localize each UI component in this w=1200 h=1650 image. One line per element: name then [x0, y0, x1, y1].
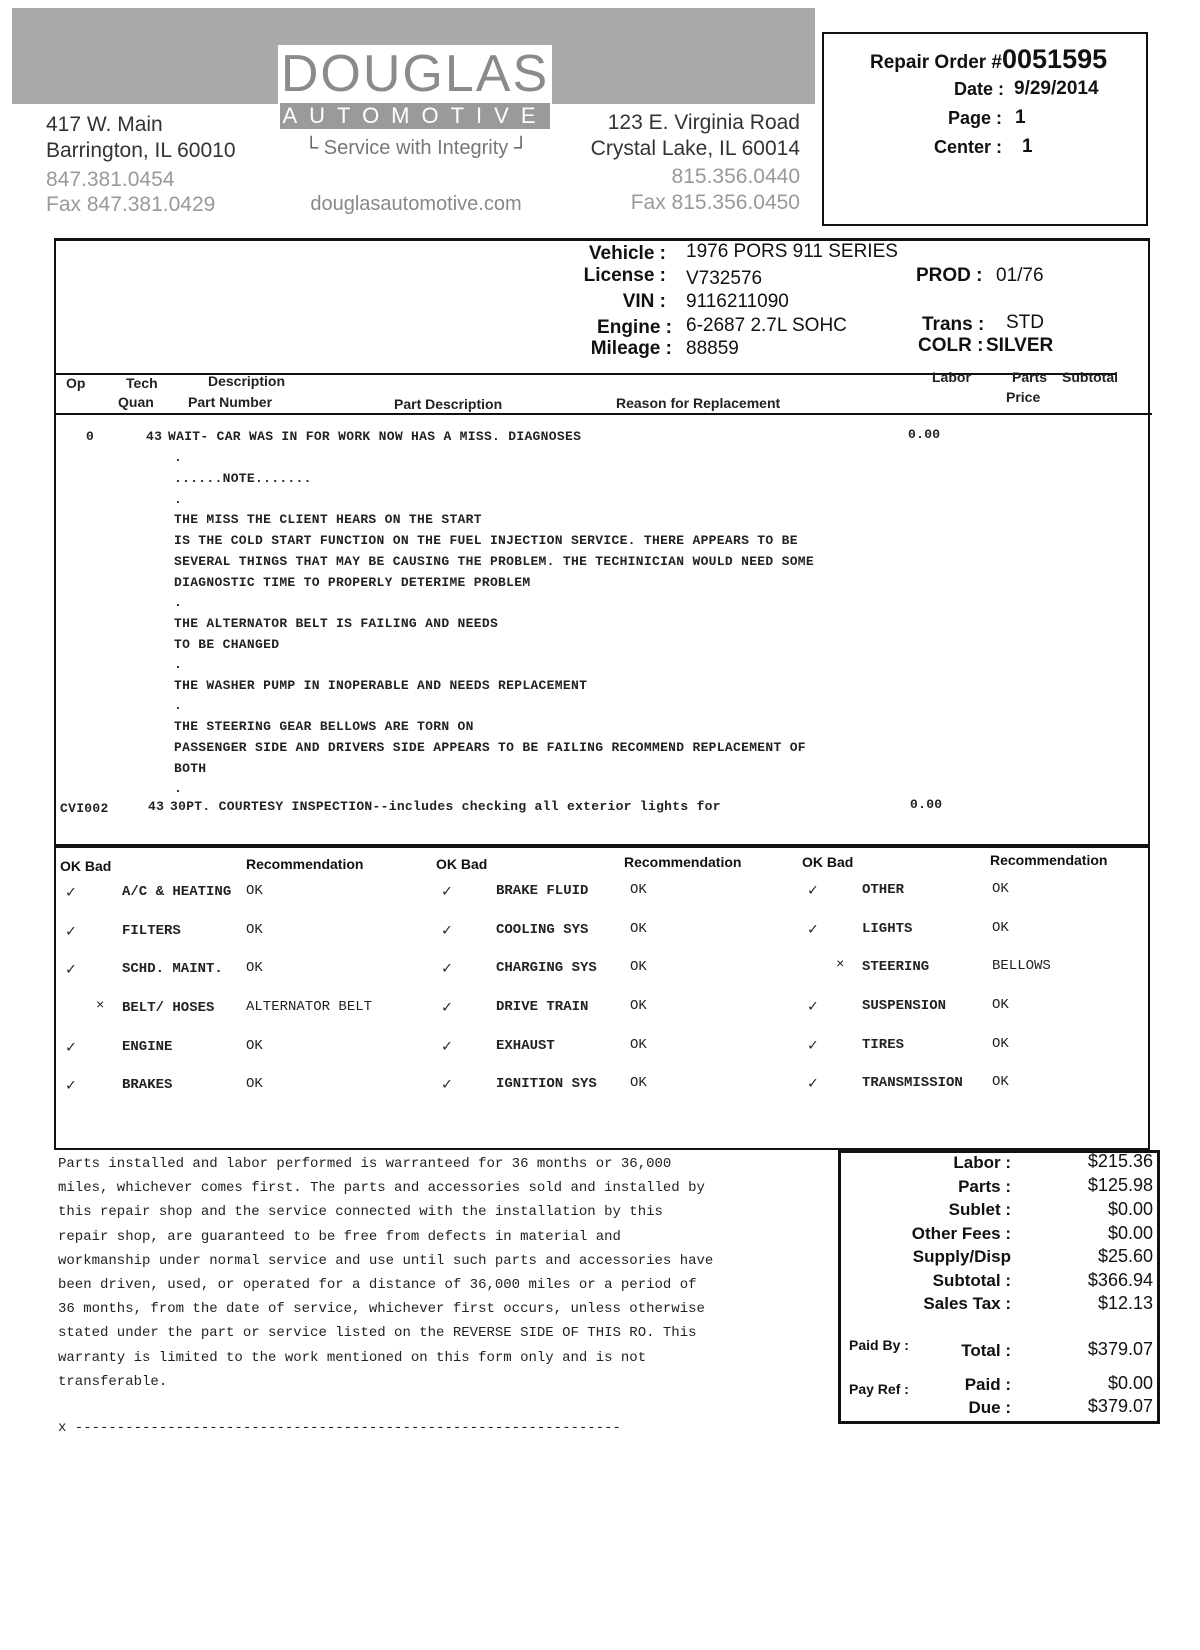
col-price: Price [1006, 389, 1041, 405]
other-fees-value: $0.00 [1107, 1223, 1153, 1243]
prod-label: PROD : [916, 265, 983, 286]
inspection-recommendation: OK [992, 920, 1009, 936]
repair-order-label: Repair Order # [870, 52, 1002, 73]
paid-by-label: Paid By : [849, 1337, 909, 1353]
recommendation-header: Recommendation [624, 854, 742, 870]
check-icon: ✓ [442, 960, 452, 978]
col-tech: Tech [126, 375, 158, 391]
inspection-recommendation: OK [992, 1074, 1009, 1090]
subtotal-value: $366.94 [1087, 1270, 1153, 1290]
note-line: DIAGNOSTIC TIME TO PROPERLY DETERIME PROBLEM [174, 575, 531, 590]
subtotal-label: Subtotal : [932, 1271, 1011, 1290]
inspection-item: OTHER [862, 882, 905, 898]
check-icon: ✓ [66, 961, 76, 979]
center-value: 1 [1022, 136, 1033, 157]
vehicle-value: 1976 PORS 911 SERIES [686, 241, 898, 262]
check-icon: ✓ [442, 999, 452, 1017]
inspection-recommendation: OK [630, 882, 647, 898]
due-value: $379.07 [1087, 1396, 1153, 1416]
inspection-item: A/C & HEATING [122, 884, 232, 900]
inspection-recommendation: OK [246, 922, 263, 938]
inspection-item: BRAKE FLUID [496, 883, 589, 899]
check-icon: ✓ [442, 922, 452, 940]
col-op: Op [66, 375, 86, 391]
line-item-tech: 43 [146, 429, 163, 444]
mileage-value: 88859 [686, 338, 739, 359]
note-line: TO BE CHANGED [174, 637, 280, 652]
total-label: Total : [961, 1341, 1011, 1360]
license-value: V732576 [686, 268, 763, 289]
paid-value: $0.00 [1107, 1373, 1153, 1393]
parts-total-label: Parts : [958, 1177, 1011, 1196]
diagnostic-notes [174, 447, 1094, 799]
company-logo-subname: AUTOMOTIVE [280, 103, 550, 129]
total-value: $379.07 [1087, 1339, 1153, 1359]
col-reason: Reason for Replacement [616, 395, 781, 411]
check-icon: ✓ [808, 1037, 818, 1055]
location2-fax: Fax 815.356.0450 [630, 191, 800, 214]
inspection-item: SCHD. MAINT. [122, 961, 223, 977]
trans-label: Trans : [922, 314, 985, 335]
inspection-recommendation: OK [246, 1076, 263, 1092]
colr-label: COLR : [918, 335, 984, 356]
inspection-item: SUSPENSION [862, 998, 947, 1014]
col-parts: Parts [1012, 369, 1048, 385]
sublet-label: Sublet : [948, 1200, 1011, 1219]
note-line: THE STEERING GEAR BELLOWS ARE TORN ON [174, 719, 474, 734]
warranty-line: 36 months, from the date of service, whichever first occurs, unless otherwise [58, 1301, 705, 1318]
recommendation-header: Recommendation [246, 856, 364, 872]
date-value: 9/29/2014 [1014, 78, 1099, 99]
sublet-value: $0.00 [1107, 1199, 1153, 1219]
note-line: BOTH [174, 761, 207, 776]
inspection-item: BRAKES [122, 1077, 173, 1093]
check-icon: ✓ [808, 921, 818, 939]
inspection-item: STEERING [862, 959, 930, 975]
note-line: . [174, 492, 183, 507]
due-label: Due : [968, 1398, 1011, 1417]
engine-label: Engine : [597, 317, 672, 338]
ok-bad-header: OK Bad [60, 858, 112, 874]
note-line: . [174, 657, 183, 672]
inspection-item: LIGHTS [862, 921, 913, 937]
line-item-text: WAIT- CAR WAS IN FOR WORK NOW HAS A MISS. DIAGNOSES [168, 429, 582, 444]
column-separator [56, 413, 1152, 415]
warranty-line: warranty is limited to the work mentioned on this form only and is not [58, 1349, 647, 1366]
check-icon: ✓ [66, 884, 76, 902]
inspection-item: TRANSMISSION [862, 1075, 963, 1091]
inspection-item: IGNITION SYS [496, 1076, 597, 1092]
sales-tax-value: $12.13 [1097, 1293, 1153, 1313]
col-subtotal: Subtotal [1062, 369, 1118, 385]
warranty-line: been driven, used, or operated for a distance of 36,000 miles or a period of [58, 1277, 697, 1294]
labor-total-label: Labor : [953, 1153, 1011, 1172]
ok-bad-header: OK Bad [802, 854, 854, 870]
mileage-label: Mileage : [590, 338, 672, 359]
check-icon: ✓ [66, 1039, 76, 1057]
company-website: douglasautomotive.com [310, 193, 522, 215]
warranty-line: Parts installed and labor performed is warranteed for 36 months or 36,000 [58, 1156, 672, 1172]
check-icon: ✓ [808, 882, 818, 900]
tagline-text: Service with Integrity [323, 137, 509, 159]
repair-order-number-line [870, 44, 1107, 75]
inspection-item: EXHAUST [496, 1038, 555, 1054]
note-line: THE WASHER PUMP IN INOPERABLE AND NEEDS REPLACEMENT [174, 678, 588, 693]
location2-street: 123 E. Virginia Road [607, 111, 800, 134]
supply-disp-label: Supply/Disp [912, 1247, 1011, 1266]
location1-city: Barrington, IL 60010 [46, 139, 236, 162]
note-line: . [174, 698, 183, 713]
line-item-op: CVI002 [60, 801, 109, 816]
cross-icon: × [836, 957, 845, 973]
center-label: Center : [933, 137, 1002, 157]
note-line: THE ALTERNATOR BELT IS FAILING AND NEEDS [174, 616, 499, 631]
vin-label: VIN : [622, 291, 666, 312]
inspection-item: CHARGING SYS [496, 960, 597, 976]
line-item-tech: 43 [148, 799, 165, 814]
warranty-line: repair shop, are guaranteed to be free from defects in material and [58, 1228, 621, 1245]
company-logo-name: DOUGLAS [280, 45, 550, 103]
warranty-line: stated under the part or service listed on the REVERSE SIDE OF THIS RO. This [58, 1325, 697, 1342]
inspection-recommendation: OK [630, 1037, 647, 1053]
check-icon: ✓ [808, 998, 818, 1016]
ok-bad-header: OK Bad [436, 856, 488, 872]
other-fees-label: Other Fees : [911, 1224, 1011, 1243]
check-icon: ✓ [442, 1076, 452, 1094]
warranty-line: this repair shop and the service connected with the installation by this [58, 1204, 663, 1221]
repair-order-number: 0051595 [1002, 44, 1108, 74]
inspection-recommendation: OK [630, 1075, 647, 1091]
location1-phone: 847.381.0454 [46, 168, 175, 191]
check-icon: ✓ [66, 1077, 76, 1095]
note-line: . [174, 595, 183, 610]
recommendation-header: Recommendation [990, 852, 1108, 868]
col-quan: Quan [118, 394, 154, 410]
line-item-op: 0 [86, 429, 95, 444]
parts-total-value: $125.98 [1087, 1175, 1153, 1195]
warranty-text [58, 1152, 818, 1394]
col-description: Description [208, 373, 286, 389]
page-label: Page : [947, 108, 1002, 128]
date-label: Date : [953, 79, 1004, 99]
colr-value: SILVER [986, 335, 1054, 356]
warranty-line: miles, whichever comes first. The parts and accessories sold and installed by [58, 1180, 705, 1197]
inspection-grid [56, 846, 1150, 1146]
inspection-recommendation: OK [630, 959, 647, 975]
repair-order-box [822, 32, 1148, 226]
trans-value: STD [1006, 312, 1044, 333]
note-line: SEVERAL THINGS THAT MAY BE CAUSING THE PROBLEM. THE TECHINICIAN WOULD NEED SOME [174, 554, 814, 569]
inspection-item: TIRES [862, 1037, 905, 1053]
inspection-recommendation: OK [630, 998, 647, 1014]
inspection-recommendation: OK [992, 881, 1009, 897]
vin-value: 9116211090 [686, 291, 789, 312]
vehicle-label: Vehicle : [588, 243, 666, 264]
note-line: PASSENGER SIDE AND DRIVERS SIDE APPEARS TO BE FAILING RECOMMEND REPLACEMENT OF [174, 740, 806, 755]
company-tagline: └ Service with Integrity ┘ [304, 137, 528, 159]
supply-disp-value: $25.60 [1097, 1246, 1153, 1266]
note-line: IS THE COLD START FUNCTION ON THE FUEL INJECTION SERVICE. THERE APPEARS TO BE [174, 533, 798, 548]
inspection-recommendation: ALTERNATOR BELT [246, 999, 373, 1015]
warranty-line: transferable. [58, 1373, 168, 1390]
cross-icon: × [96, 998, 105, 1014]
prod-value: 01/76 [996, 265, 1044, 286]
work-order-box [54, 238, 1150, 846]
inspection-item: COOLING SYS [496, 922, 589, 938]
inspection-recommendation: OK [246, 1038, 263, 1054]
note-line: . [174, 781, 183, 796]
check-icon: ✓ [808, 1075, 818, 1093]
location2-city: Crystal Lake, IL 60014 [590, 137, 800, 160]
inspection-item: FILTERS [122, 923, 181, 939]
note-line: . [174, 450, 183, 465]
sales-tax-label: Sales Tax : [923, 1294, 1011, 1313]
signature-line[interactable]: x ----------------------------------------------------------------- [58, 1420, 621, 1436]
check-icon: ✓ [442, 883, 452, 901]
location2-phone: 815.356.0440 [671, 165, 800, 188]
warranty-line: workmanship under normal service and use until such parts and accessories have [58, 1252, 714, 1269]
inspection-recommendation: OK [246, 883, 263, 899]
inspection-recommendation: OK [630, 921, 647, 937]
line-item-text: 30PT. COURTESY INSPECTION--includes checking all exterior lights for [170, 799, 721, 814]
labor-total-value: $215.36 [1087, 1151, 1153, 1171]
engine-value: 6-2687 2.7L SOHC [686, 315, 847, 336]
paid-label: Paid : [964, 1375, 1011, 1394]
pay-ref-label: Pay Ref : [849, 1381, 909, 1397]
totals-box [838, 1150, 1160, 1424]
inspection-box [54, 846, 1150, 1150]
inspection-item: DRIVE TRAIN [496, 999, 589, 1015]
note-line: ......NOTE....... [174, 471, 312, 486]
location1-street: 417 W. Main [46, 113, 163, 136]
note-line: THE MISS THE CLIENT HEARS ON THE START [174, 512, 482, 527]
inspection-recommendation: BELLOWS [992, 958, 1051, 974]
inspection-recommendation: OK [992, 997, 1009, 1013]
inspection-item: BELT/ HOSES [122, 1000, 215, 1016]
inspection-recommendation: OK [246, 960, 263, 976]
inspection-item: ENGINE [122, 1039, 173, 1055]
col-part-description: Part Description [394, 396, 503, 412]
page-value: 1 [1015, 107, 1026, 128]
col-part-number: Part Number [188, 394, 273, 410]
inspection-recommendation: OK [992, 1036, 1009, 1052]
license-label: License : [583, 265, 666, 286]
line-item-labor: 0.00 [908, 427, 941, 442]
location1-fax: Fax 847.381.0429 [46, 193, 216, 216]
check-icon: ✓ [66, 923, 76, 941]
line-item-labor: 0.00 [910, 797, 943, 812]
col-labor: Labor [932, 369, 971, 385]
check-icon: ✓ [442, 1038, 452, 1056]
